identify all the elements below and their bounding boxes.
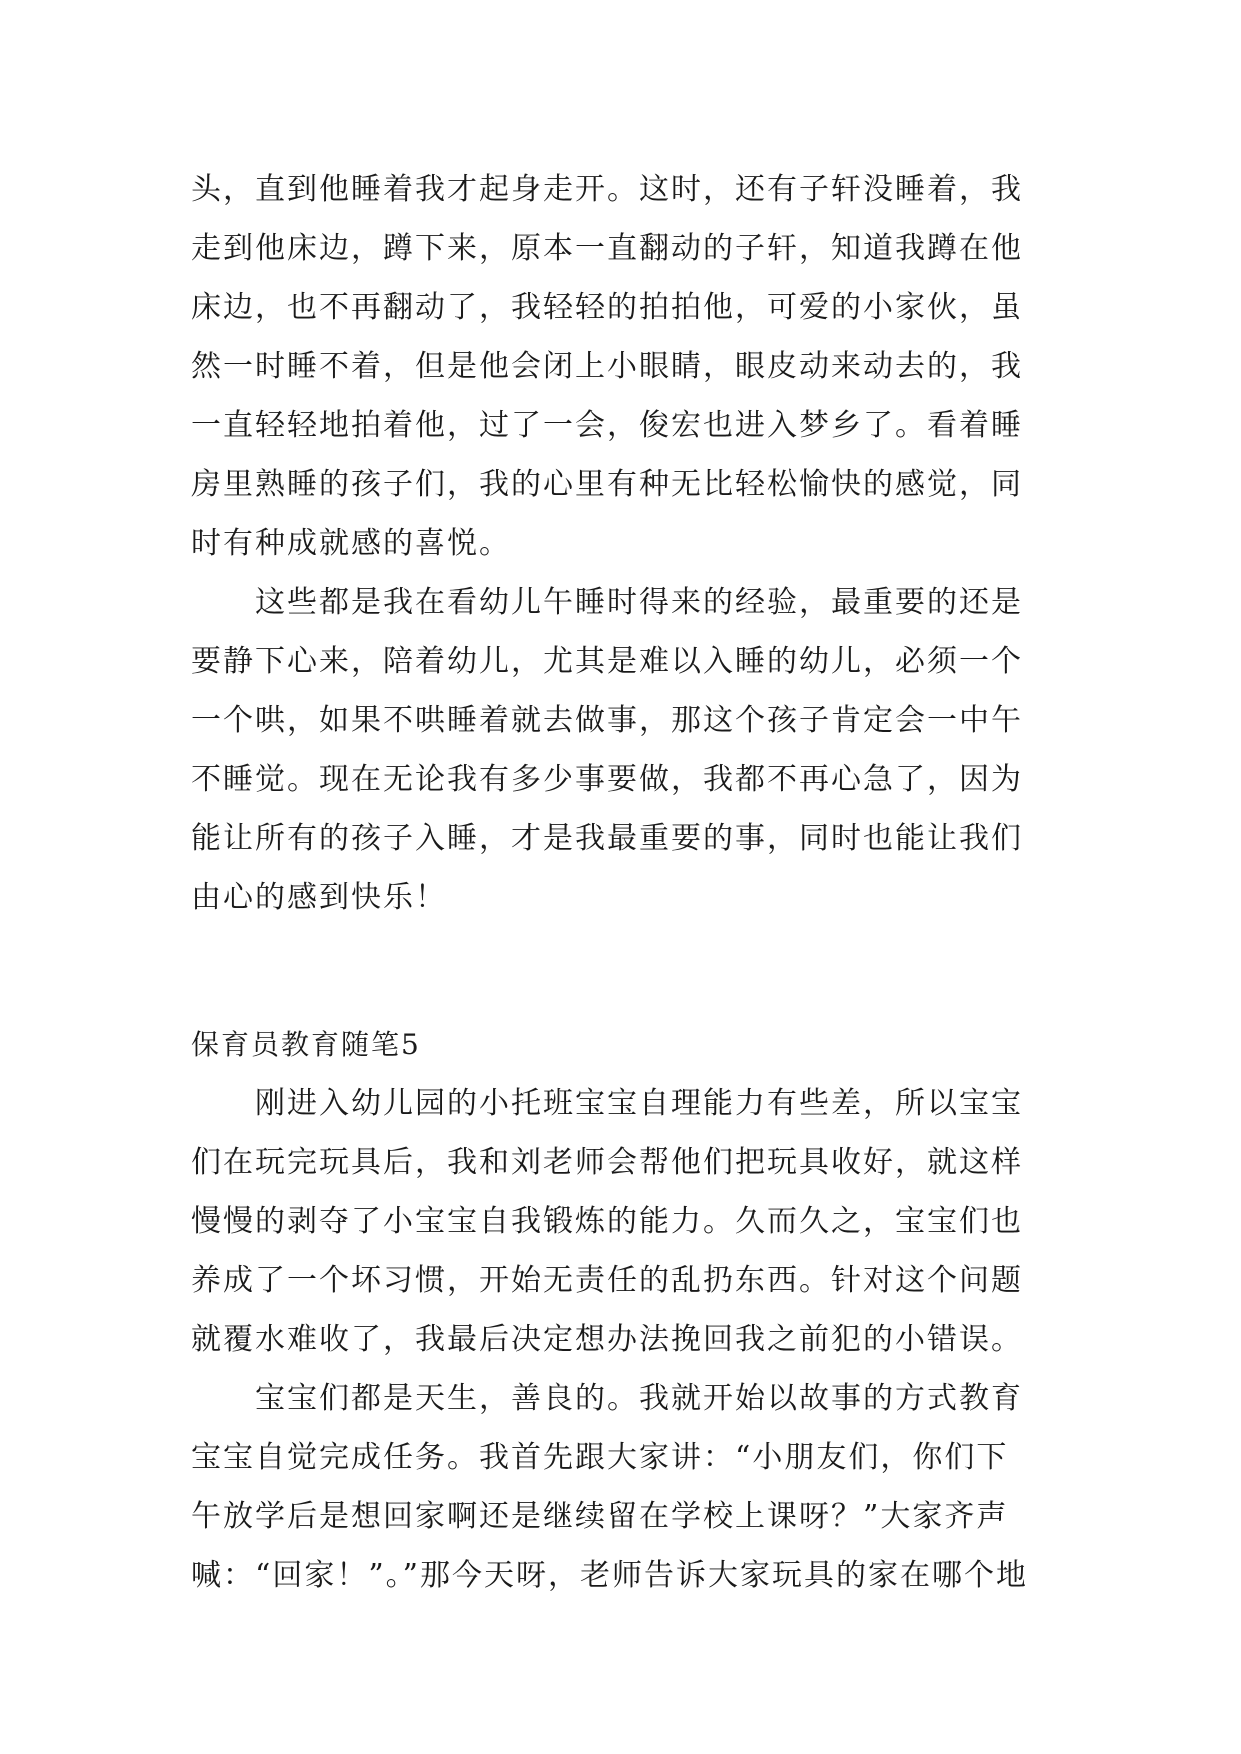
text-line: 宝宝自觉完成任务。我首先跟大家讲：“小朋友们，你们下 [191,1440,1009,1475]
paragraph-2 [191,573,1053,927]
text-line: 宝宝们都是天生，善良的。我就开始以故事的方式教育 [255,1381,1023,1416]
text-line: 慢慢的剥夺了小宝宝自我锻炼的能力。久而久之，宝宝们也 [191,1204,1023,1239]
section-spacer [191,927,1053,1015]
text-line: 一直轻轻地拍着他，过了一会，俊宏也进入梦乡了。看着睡 [191,408,1023,443]
text-line: 午放学后是想回家啊还是继续留在学校上课呀？”大家齐声 [191,1499,1009,1534]
text-line: 养成了一个坏习惯，开始无责任的乱扔东西。针对这个问题 [191,1263,1023,1298]
text-line: 要静下心来，陪着幼儿，尤其是难以入睡的幼儿，必须一个 [191,644,1023,679]
document-page [191,160,1053,1593]
text-line: 时有种成就感的喜悦。 [191,526,511,561]
text-line: 一个哄，如果不哄睡着就去做事，那这个孩子肯定会一中午 [191,703,1023,738]
text-line: 们在玩完玩具后，我和刘老师会帮他们把玩具收好，就这样 [191,1145,1023,1180]
text-line: 就覆水难收了，我最后决定想办法挽回我之前犯的小错误。 [191,1322,1023,1357]
text-line: 头，直到他睡着我才起身走开。这时，还有子轩没睡着，我 [191,172,1023,207]
text-line: 刚进入幼儿园的小托班宝宝自理能力有些差，所以宝宝 [255,1086,1023,1121]
paragraph-3 [191,1074,1053,1369]
paragraph-1 [191,160,1053,573]
text-line: 然一时睡不着，但是他会闭上小眼睛，眼皮动来动去的，我 [191,349,1023,384]
text-line: 由心的感到快乐！ [191,880,447,915]
text-line: 床边，也不再翻动了，我轻轻的拍拍他，可爱的小家伙，虽 [191,290,1023,325]
paragraph-4 [191,1369,1053,1605]
text-line: 房里熟睡的孩子们，我的心里有种无比轻松愉快的感觉，同 [191,467,1023,502]
text-line: 这些都是我在看幼儿午睡时得来的经验，最重要的还是 [255,585,1023,620]
text-line: 走到他床边，蹲下来，原本一直翻动的子轩，知道我蹲在他 [191,231,1023,266]
text-line: 喊：“回家！”。”那今天呀，老师告诉大家玩具的家在哪个地 [191,1558,1029,1593]
section-title: 保育员教育随笔5 [191,1028,421,1061]
text-line: 不睡觉。现在无论我有多少事要做，我都不再心急了，因为 [191,762,1023,797]
text-line: 能让所有的孩子入睡，才是我最重要的事，同时也能让我们 [191,821,1023,856]
